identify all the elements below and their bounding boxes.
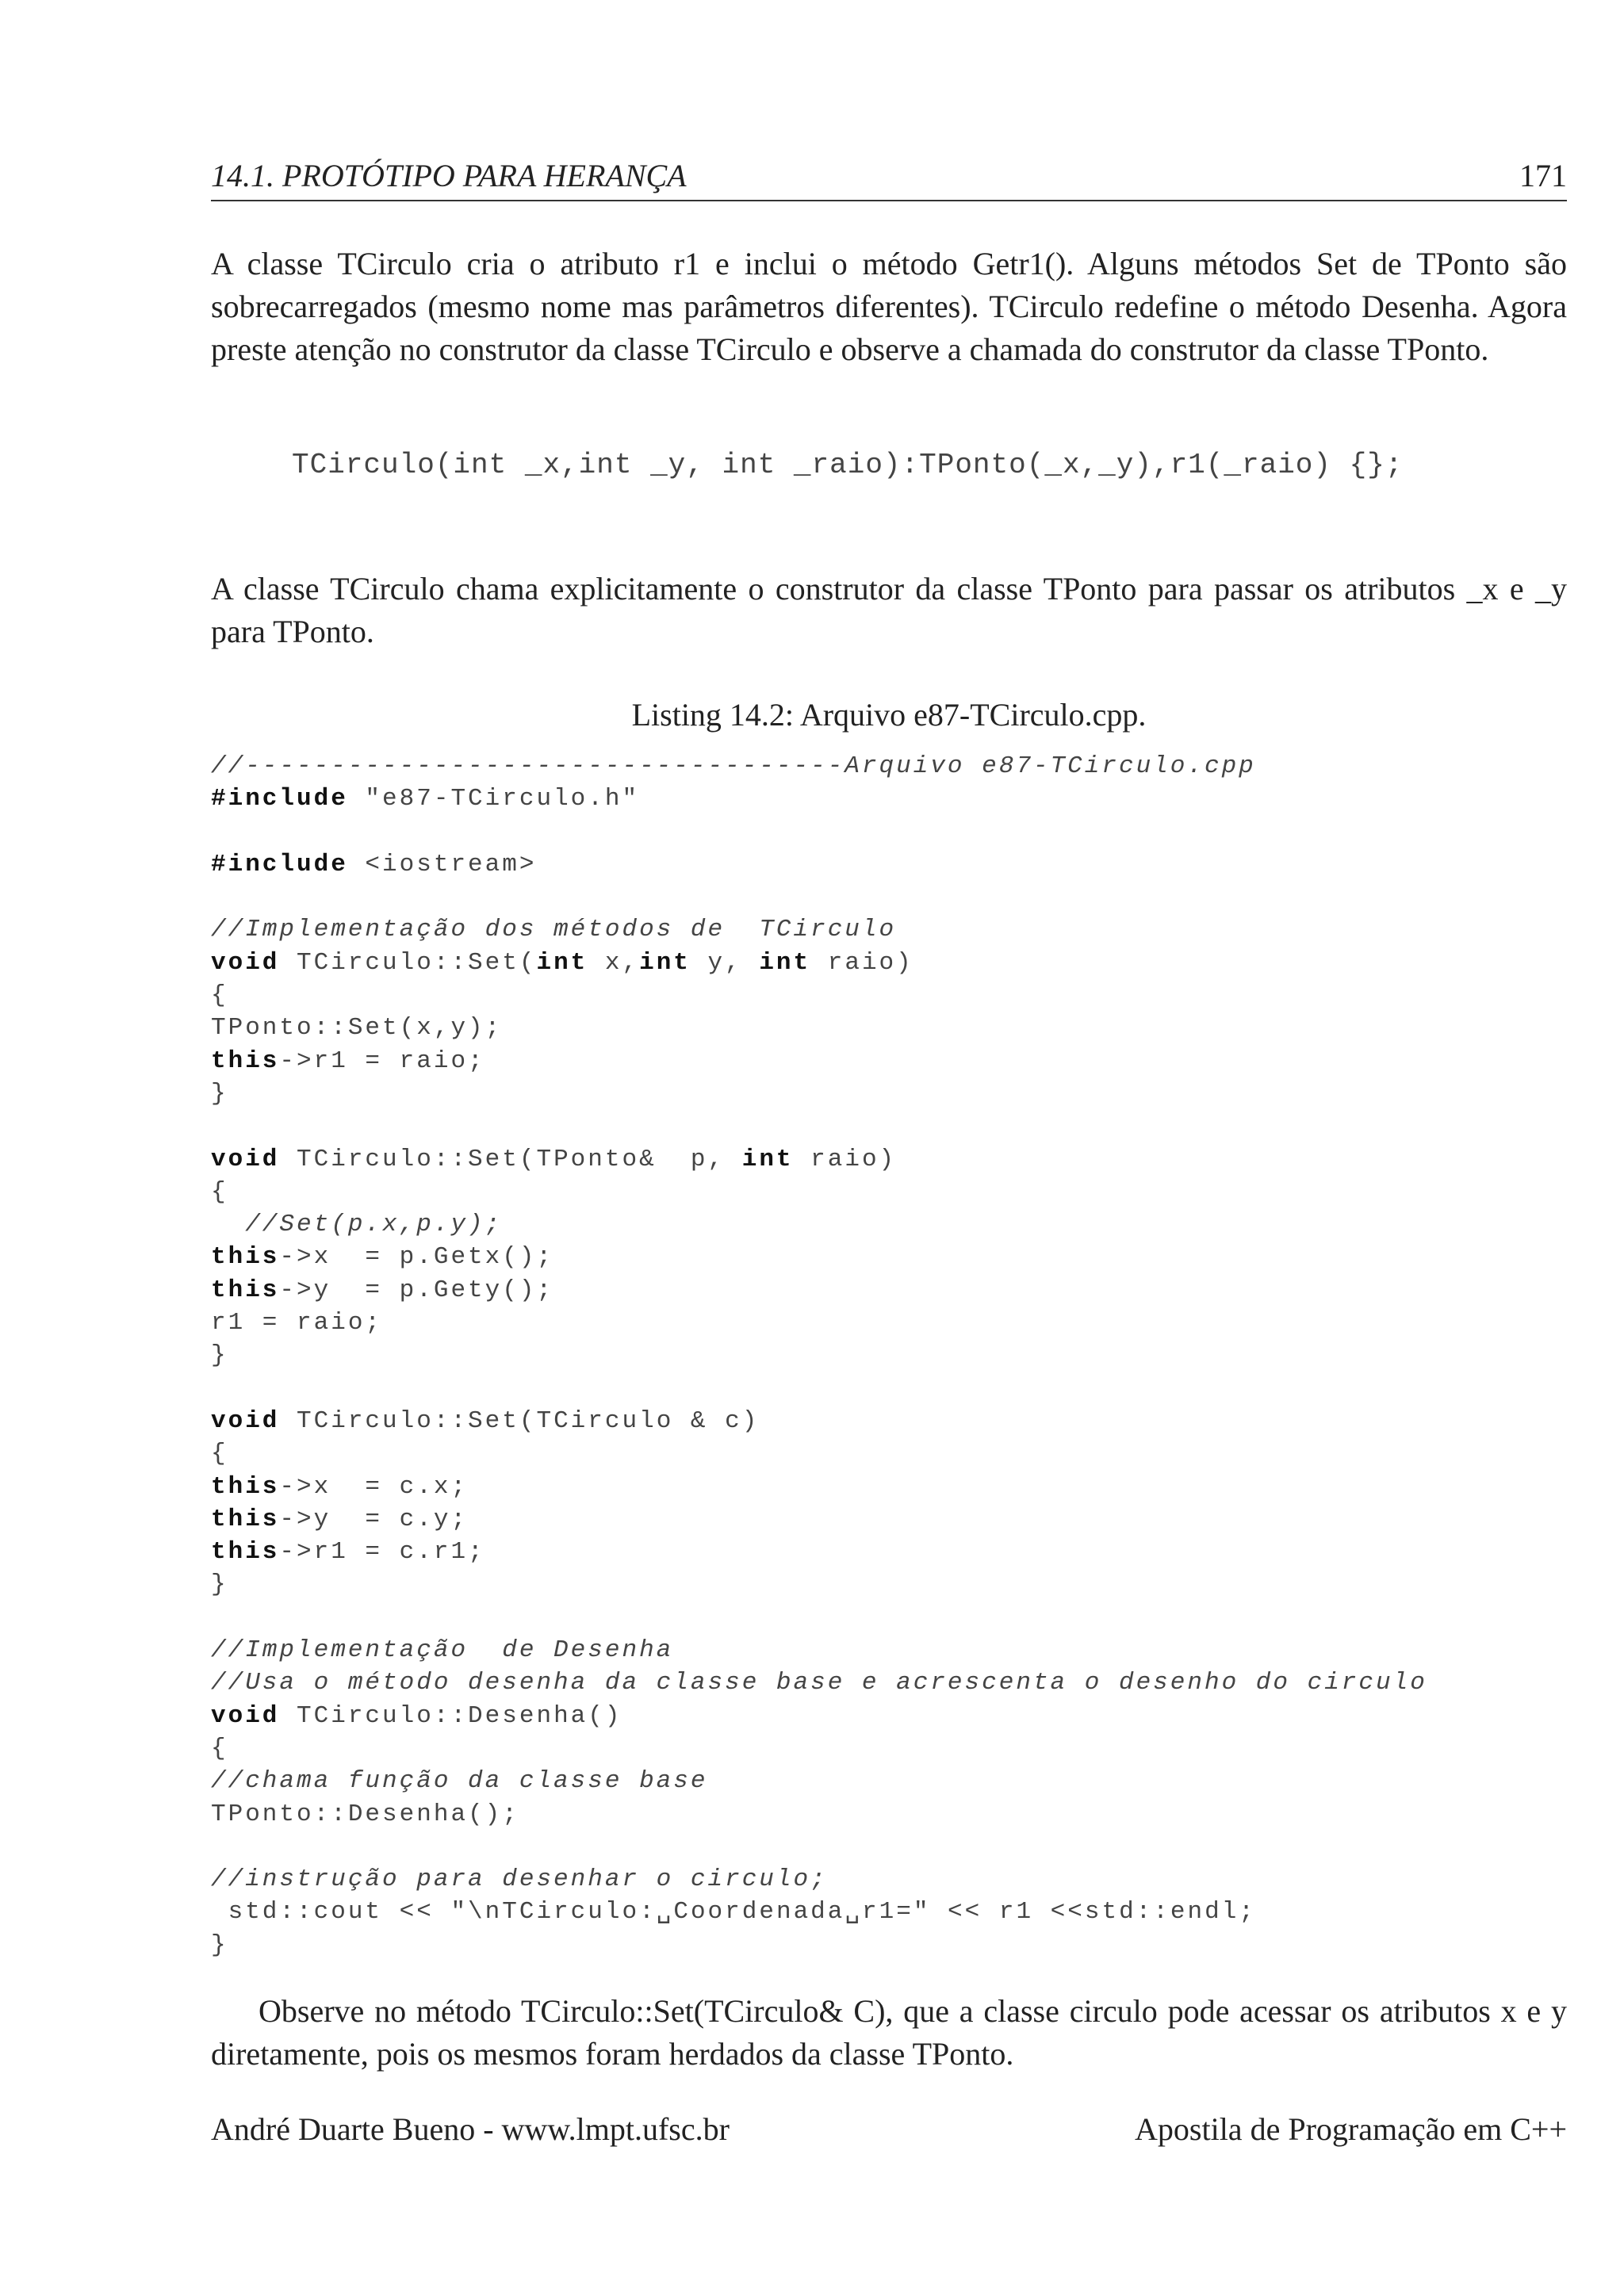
code-line <box>211 913 1427 946</box>
code-keyword: #include <box>211 850 348 878</box>
code-keyword: this <box>211 1472 280 1501</box>
code-text: ->x = p.Getx(); <box>279 1243 554 1272</box>
code-keyword: int <box>536 948 588 977</box>
code-text: ->x = c.x; <box>279 1472 469 1501</box>
code-line <box>211 1208 1427 1241</box>
code-line <box>211 881 1427 913</box>
code-line <box>211 1241 1427 1273</box>
code-text: { <box>211 982 228 1010</box>
section-title: 14.1. PROTÓTIPO PARA HERANÇA <box>211 158 687 193</box>
code-text: } <box>211 1571 228 1599</box>
code-line <box>211 1339 1427 1372</box>
explain-paragraph: A classe TCirculo chama explicitamente o construtor da classe TPonto para passar os atributos _x e _y para TPonto. <box>211 571 1567 649</box>
code-line <box>211 1372 1427 1405</box>
code-line <box>211 979 1427 1012</box>
code-keyword: int <box>741 1145 794 1173</box>
code-line <box>211 1307 1427 1339</box>
code-line <box>211 1176 1427 1208</box>
code-text: TCirculo::Set(TCirculo & c) <box>279 1406 760 1435</box>
code-line <box>211 816 1427 848</box>
code-text: y, <box>690 948 760 977</box>
code-keyword: void <box>211 1701 280 1730</box>
code-comment: //Usa o método desenha da classe base e acrescenta o desenho do circulo <box>211 1669 1427 1697</box>
listing-caption: Listing 14.2: Arquivo e87-TCirculo.cpp. <box>631 697 1147 733</box>
code-comment: //Implementação dos métodos de TCirculo <box>211 916 897 944</box>
code-text: ->r1 = raio; <box>279 1047 485 1075</box>
code-comment: //instrução para desenhar o circulo; <box>211 1866 828 1894</box>
code-line <box>211 1732 1427 1765</box>
code-text: raio) <box>810 948 914 977</box>
code-line <box>211 848 1427 881</box>
code-line <box>211 1077 1427 1110</box>
code-text: { <box>211 1734 228 1762</box>
code-text: <iostream> <box>347 850 537 878</box>
code-text: TCirculo::Set( <box>279 948 537 977</box>
code-keyword: #include <box>211 785 348 813</box>
code-line <box>211 1601 1427 1634</box>
code-keyword: void <box>211 1406 280 1435</box>
code-line <box>211 783 1427 815</box>
code-line <box>211 1798 1427 1831</box>
code-line <box>211 1536 1427 1568</box>
code-text: "e87-TCirculo.h" <box>347 785 640 813</box>
code-keyword: this <box>211 1276 280 1304</box>
code-line <box>211 750 1427 783</box>
code-line <box>211 1568 1427 1601</box>
code-line <box>211 1667 1427 1699</box>
code-keyword: this <box>211 1047 280 1075</box>
code-text: ->r1 = c.r1; <box>279 1538 485 1567</box>
code-line <box>211 1700 1427 1732</box>
code-line <box>211 1503 1427 1536</box>
footer-author: André Duarte Bueno - www.lmpt.ufsc.br <box>211 2111 730 2147</box>
code-text: { <box>211 1440 228 1468</box>
code-keyword: this <box>211 1538 280 1567</box>
code-text: TPonto::Desenha(); <box>211 1800 519 1828</box>
code-text: { <box>211 1177 228 1206</box>
running-header <box>211 151 1567 201</box>
code-line <box>211 1863 1427 1896</box>
code-line <box>211 1831 1427 1863</box>
code-text: TCirculo::Desenha() <box>279 1701 622 1730</box>
code-comment: //Implementação de Desenha <box>211 1636 674 1665</box>
code-text: TCirculo::Set(TPonto& p, <box>279 1145 742 1173</box>
code-line <box>211 1405 1427 1437</box>
code-keyword: void <box>211 1145 280 1173</box>
code-text: TPonto::Set(x,y); <box>211 1014 503 1043</box>
constructor-code: TCirculo(int _x,int _y, int _raio):TPonto(_x,_y),r1(_raio) {}; <box>292 449 1404 481</box>
closing-paragraph: Observe no método TCirculo::Set(TCirculo& C), que a classe circulo pode acessar os atributos x e y diretamente, pois os mesmos foram herdados da classe TPonto. <box>211 1993 1567 2072</box>
code-text: raio) <box>793 1145 897 1173</box>
code-line <box>211 1896 1427 1928</box>
code-text: } <box>211 1341 228 1370</box>
code-line <box>211 1274 1427 1307</box>
code-line <box>211 1110 1427 1142</box>
footer-book-title: Apostila de Programação em C++ <box>1135 2111 1567 2147</box>
code-comment: //-----------------------------------Arquivo e87-TCirculo.cpp <box>211 752 1256 780</box>
code-line <box>211 1634 1427 1667</box>
code-text: std::cout << "\nTCirculo:␣Coordenada␣r1=" << r1 <<std::endl; <box>211 1898 1256 1927</box>
code-line <box>211 1765 1427 1797</box>
code-text: ->y = p.Gety(); <box>279 1276 554 1304</box>
code-keyword: this <box>211 1505 280 1533</box>
page-number: 171 <box>1519 158 1567 193</box>
code-line <box>211 1045 1427 1077</box>
code-listing <box>211 750 1427 1961</box>
code-keyword: int <box>759 948 811 977</box>
code-line <box>211 1437 1427 1470</box>
code-line <box>211 1471 1427 1503</box>
code-line <box>211 1143 1427 1176</box>
code-line <box>211 947 1427 979</box>
code-text: } <box>211 1931 228 1959</box>
code-text: ->y = c.y; <box>279 1505 469 1533</box>
code-text: } <box>211 1079 228 1108</box>
code-line <box>211 1929 1427 1961</box>
code-keyword: int <box>639 948 691 977</box>
code-comment: //chama função da classe base <box>211 1767 708 1796</box>
code-line <box>211 1012 1427 1044</box>
intro-paragraph: A classe TCirculo cria o atributo r1 e inclui o método Getr1(). Alguns métodos Set de TPonto são sobrecarregados (mesmo nome mas parâmetros diferentes). TCirculo redefine o método Desenha. Agora preste atenção no construtor da classe TCirculo e observe a chamada do construtor da classe TPonto. <box>211 246 1567 367</box>
code-keyword: this <box>211 1243 280 1272</box>
code-keyword: void <box>211 948 280 977</box>
code-text: r1 = raio; <box>211 1309 383 1337</box>
code-text: x, <box>588 948 640 977</box>
code-comment: //Set(p.x,p.y); <box>211 1211 503 1239</box>
